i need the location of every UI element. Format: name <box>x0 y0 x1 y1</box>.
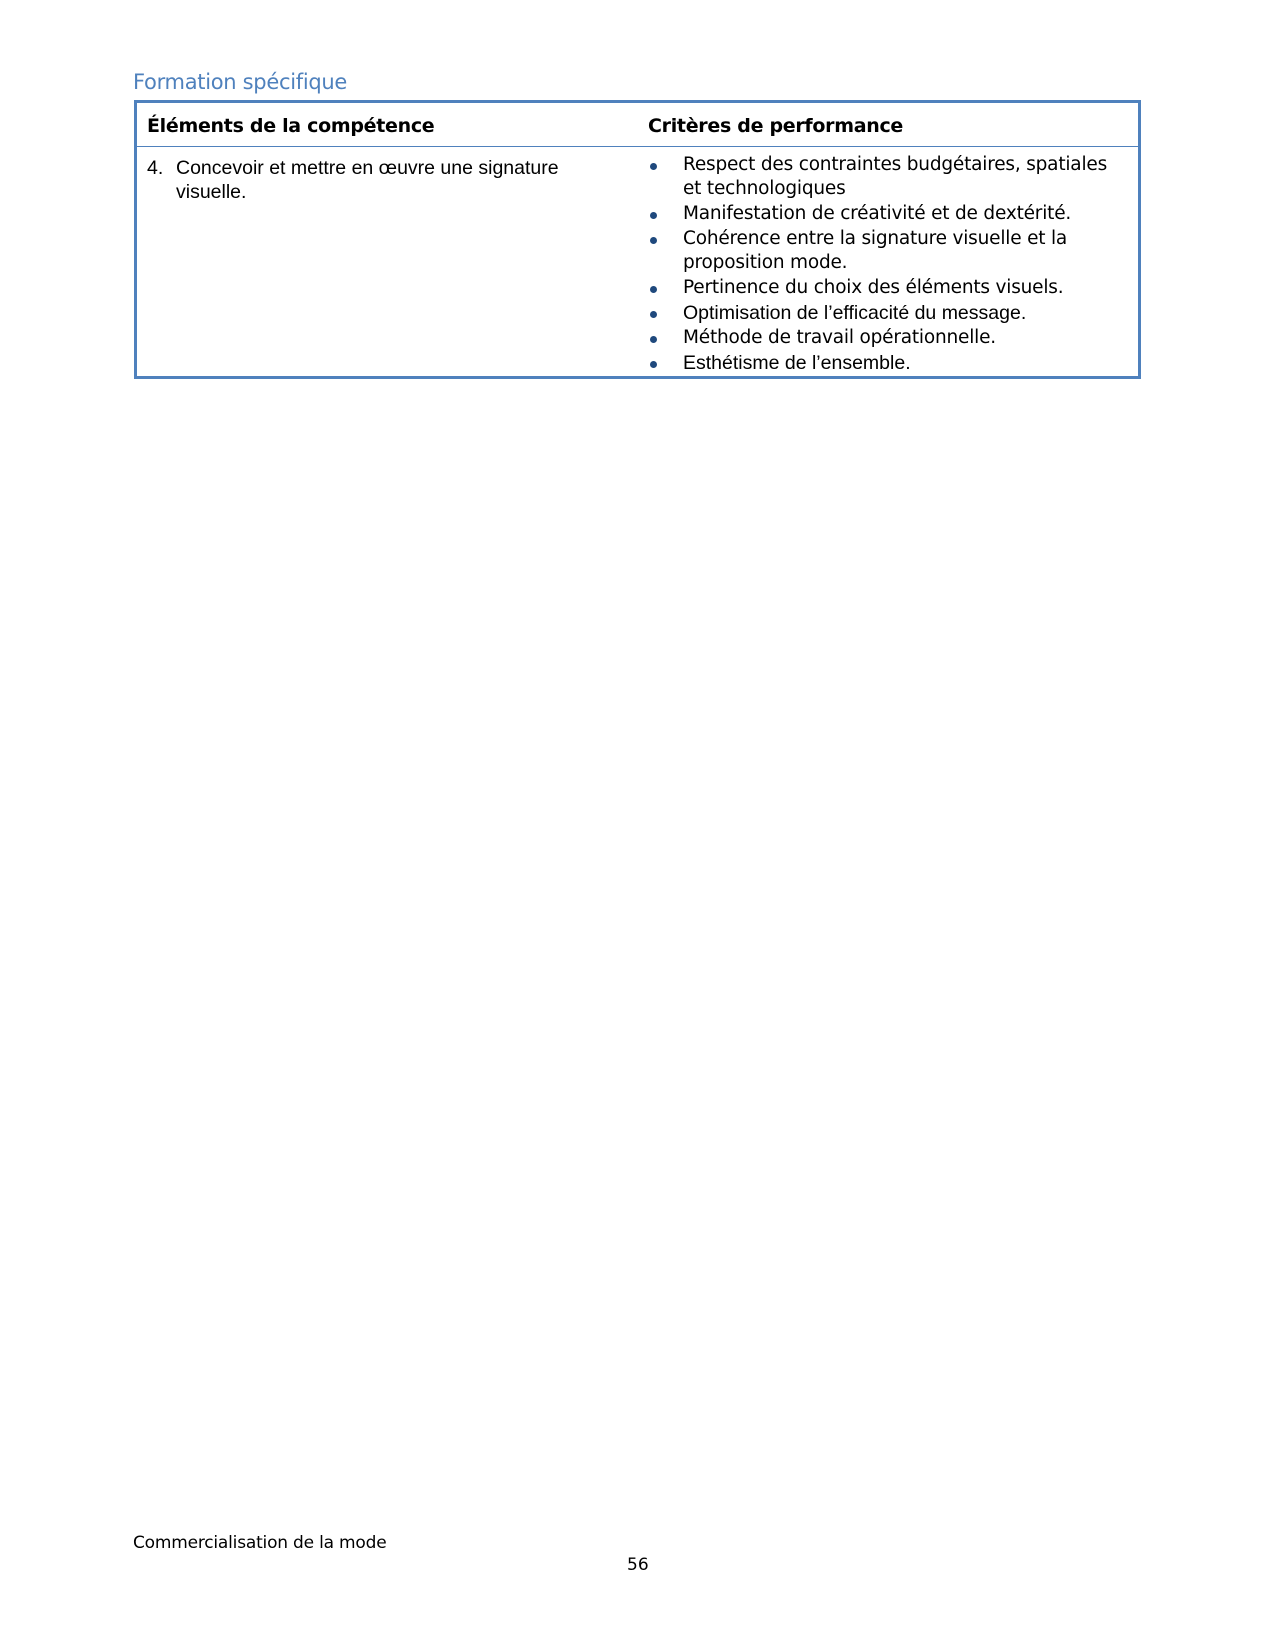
criteria-list <box>648 153 1128 376</box>
criteria-text: Esthétisme de l’ensemble. <box>683 352 911 374</box>
criteria-item <box>648 276 1128 300</box>
criteria-text: Méthode de travail opérationnelle. <box>683 327 996 348</box>
section-title: Formation spécifique <box>133 70 348 94</box>
criteria-text: Manifestation de créativité et de dextérité. <box>683 203 1072 224</box>
criteria-item <box>648 202 1128 226</box>
criteria-item <box>648 326 1128 350</box>
table-header-row <box>137 103 1138 147</box>
header-elements: Éléments de la compétence <box>147 115 435 137</box>
bullet-icon <box>650 163 657 170</box>
header-criteria: Critères de performance <box>648 115 904 137</box>
bullet-icon <box>650 361 657 368</box>
criteria-text: Optimisation de l’efficacité du message. <box>683 302 1027 324</box>
criteria-text: Cohérence entre la signature visuelle et la proposition mode. <box>683 228 1068 273</box>
page-number: 56 <box>627 1555 649 1575</box>
element-number: 4. <box>147 157 164 179</box>
criteria-item <box>648 153 1128 201</box>
bullet-icon <box>650 286 657 293</box>
competence-table <box>134 100 1141 379</box>
footer-label: Commercialisation de la mode <box>133 1533 387 1553</box>
bullet-icon <box>650 311 657 318</box>
bullet-icon <box>650 237 657 244</box>
bullet-icon <box>650 336 657 343</box>
criteria-item <box>648 227 1128 275</box>
criteria-text: Respect des contraintes budgétaires, spatiales et technologiques <box>683 154 1108 199</box>
criteria-item <box>648 301 1128 325</box>
criteria-text: Pertinence du choix des éléments visuels. <box>683 277 1064 298</box>
bullet-icon <box>650 212 657 219</box>
element-text: Concevoir et mettre en œuvre une signature visuelle. <box>176 157 559 203</box>
criteria-item <box>648 351 1128 375</box>
